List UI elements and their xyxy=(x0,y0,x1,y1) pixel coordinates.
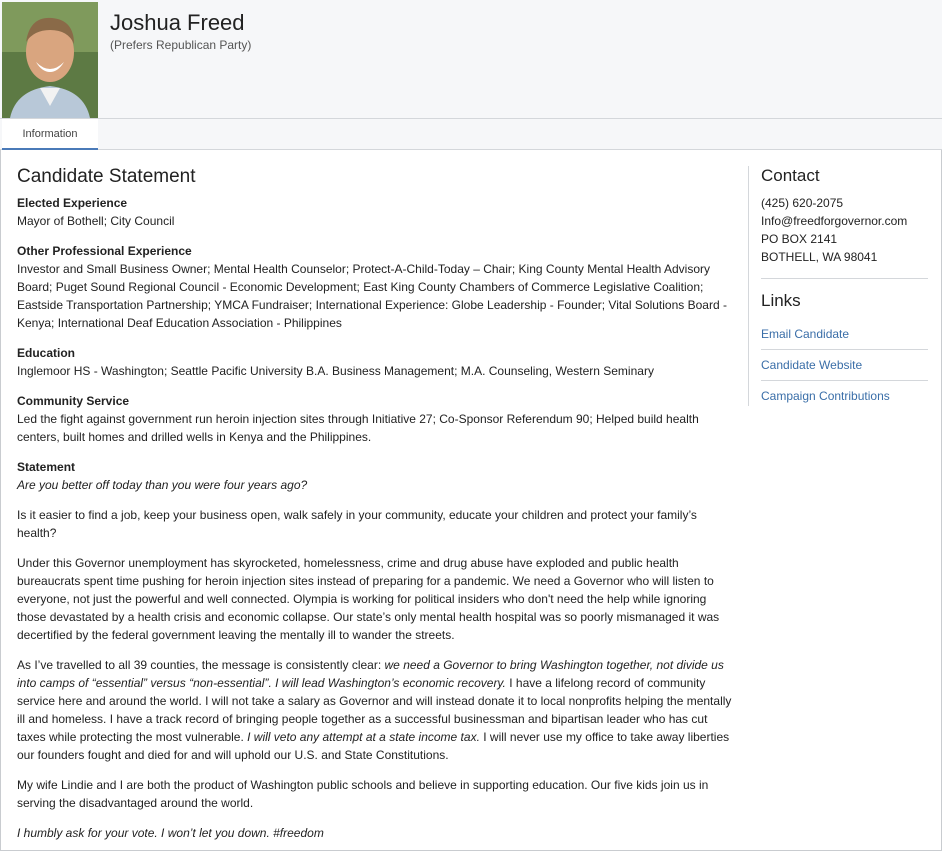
statement-paragraph-2: Under this Governor unemployment has skyrocketed, homelessness, crime and drug abuse have exploded and public health bureaucrats spent time pushing for heroin injection sites instead of preparing for a pandemic. We need a Governor who will listen to everyone, not just the powerful and well connected. Olympia is working for political insiders who don't need the help while ignoring those devastated by a health crisis and economic collapse. Our state’s only mental health hospital was so poorly mismanaged it was decertified by the federal government leaving the mentally ill to wander the streets. xyxy=(17,556,720,642)
candidate-website-link[interactable]: Candidate Website xyxy=(761,350,928,381)
contact-email: Info@freedforgovernor.com xyxy=(761,214,908,228)
candidate-header xyxy=(0,0,942,119)
education-body: Inglemoor HS - Washington; Seattle Pacific University B.A. Business Management; M.A. Counseling, Western Seminary xyxy=(17,364,654,378)
candidate-party: (Prefers Republican Party) xyxy=(110,38,252,52)
statement-closing: I humbly ask for your vote. I won’t let you down. #freedom xyxy=(17,826,324,840)
statement-heading: Candidate Statement xyxy=(17,166,196,187)
community-service-body: Led the fight against government run heroin injection sites through Initiative 27; Co-Sponsor Referendum 90; Helped build health centers, built homes and drilled wells in Kenya and the Philippines. xyxy=(17,412,699,444)
tab-bar xyxy=(0,119,942,150)
links-list xyxy=(761,319,928,411)
contact-heading: Contact xyxy=(761,166,820,185)
sidebar xyxy=(761,166,928,411)
statement-title: Statement xyxy=(17,460,76,474)
portrait-image xyxy=(2,2,98,118)
tab-information[interactable]: Information xyxy=(2,119,98,150)
p3-part-b: we need a Governor to bring Washington together, not divide us into camps of “essential” versus “non-essential”. I will lead Washington’s economic recovery. xyxy=(17,658,724,690)
elected-experience-title: Elected Experience xyxy=(17,196,128,210)
statement-paragraph-4: My wife Lindie and I are both the product of Washington public schools and believe in supporting education. Our five kids join us in serving the disadvantaged around the world. xyxy=(17,778,709,810)
contact-phone: (425) 620-2075 xyxy=(761,196,844,210)
sidebar-divider xyxy=(748,166,749,406)
statement-paragraph-5 xyxy=(17,824,739,842)
links-heading: Links xyxy=(761,291,801,310)
elected-experience-body: Mayor of Bothell; City Council xyxy=(17,214,175,228)
education-title: Education xyxy=(17,346,76,360)
contact-address-line-2: BOTHELL, WA 98041 xyxy=(761,250,878,264)
candidate-photo xyxy=(2,2,98,118)
campaign-contributions-link[interactable]: Campaign Contributions xyxy=(761,389,890,403)
email-candidate-link[interactable]: Email Candidate xyxy=(761,319,928,350)
p3-part-a: As I’ve travelled to all 39 counties, the message is consistently clear: xyxy=(17,658,385,672)
p3-part-d: I will veto any attempt at a state income tax. xyxy=(247,730,480,744)
p3-part-e: I will never use my office to take away liberties our founders fought and died for and will uphold our U.S. and State Constitutions. xyxy=(17,730,730,762)
statement-paragraph-1: Is it easier to find a job, keep your business open, walk safely in your community, educate your children and protect your family’s health? xyxy=(17,508,697,540)
statement-paragraph-3 xyxy=(17,656,739,764)
statement-intro xyxy=(17,476,739,494)
contact-address-line-1: PO BOX 2141 xyxy=(761,232,838,246)
contact-block xyxy=(761,194,928,279)
professional-experience-body: Investor and Small Business Owner; Mental Health Counselor; Protect-A-Child-Today – Chair; King County Mental Health Advisory Board; Puget Sound Regional Council - Economic Development; East King County Chambers of Commerce Legislative Coalition; Eastside Transportation Partnership; YMCA Fundraiser; International Experience: Globe Leadership - Founder; Vital Solutions Board - Kenya; International Deaf Education Association - Philippines xyxy=(17,262,727,330)
professional-experience-title: Other Professional Experience xyxy=(17,244,192,258)
candidate-statement-panel xyxy=(17,166,739,851)
candidate-name: Joshua Freed xyxy=(110,10,245,35)
community-service-title: Community Service xyxy=(17,394,130,408)
statement-intro-text: Are you better off today than you were four years ago? xyxy=(17,478,308,492)
p3-part-c: I have a lifelong record of community service here and around the world. I will not take a salary as Governor and will instead donate it to local nonprofits helping the mentally ill and homeless. I have a track record of bringing people together as a successful businessman and bipartisan leader who has cut taxes while protecting the most vulnerable. xyxy=(17,676,732,744)
